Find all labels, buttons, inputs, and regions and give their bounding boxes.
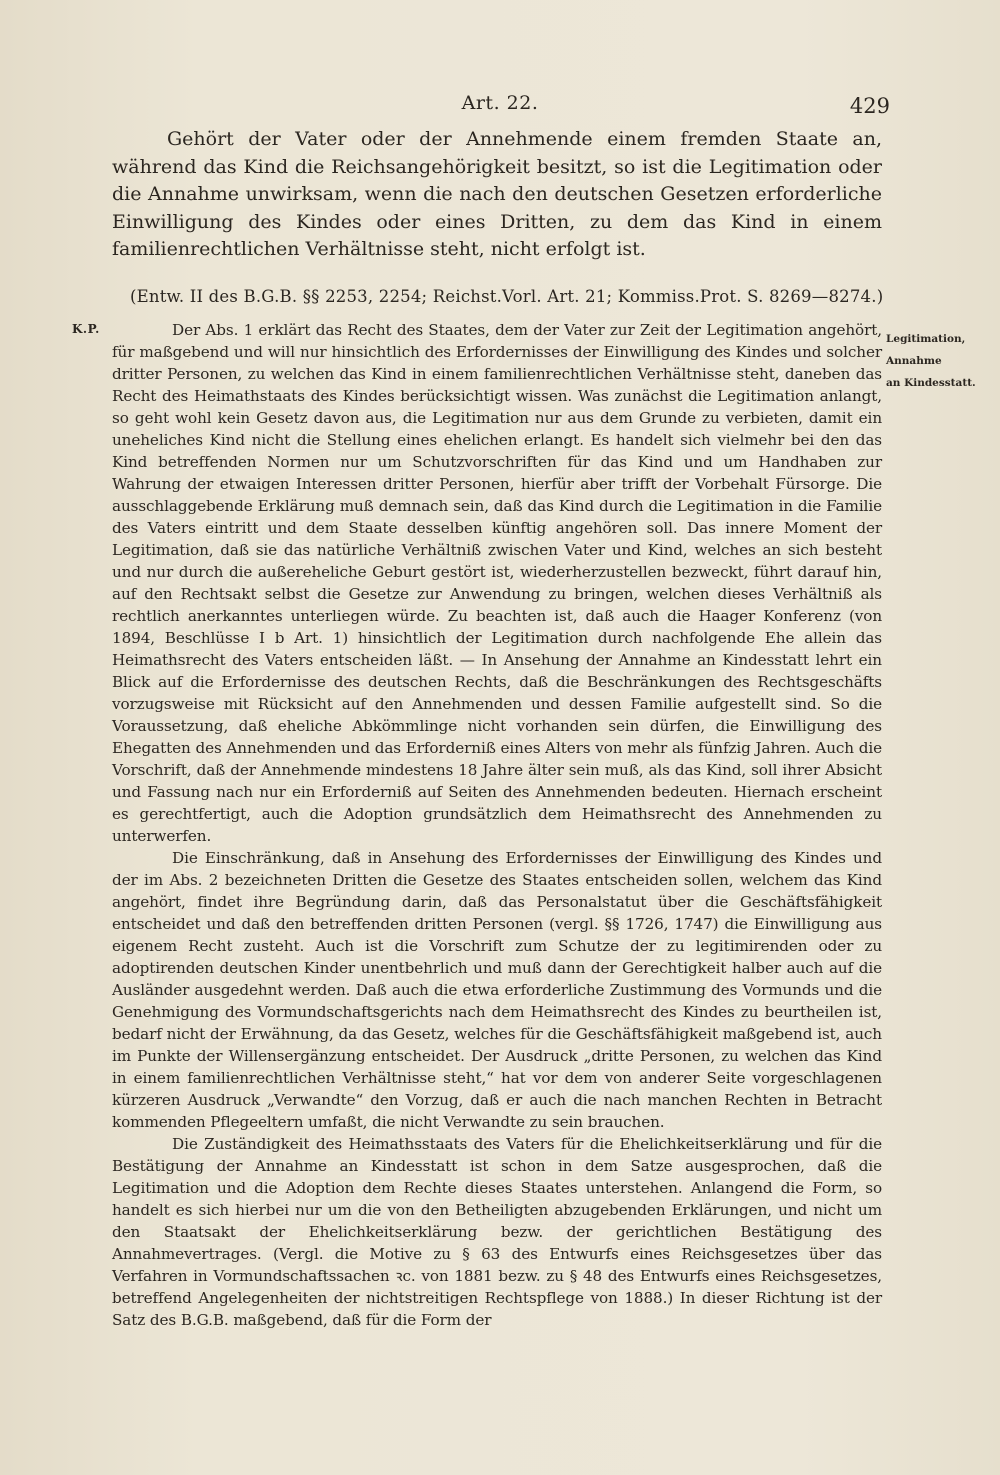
- margin-note-line: Annahme: [886, 355, 942, 367]
- statute-text: Gehört der Vater oder der Annehmende einem fremden Staate an, während das Kind die Reichsangehörigkeit besitzt, so ist die Legitimation oder die Annahme unwirksam, wenn die nach den deutschen Gesetzen erforderliche Einwilligung des Kindes oder eines Dritten, zu dem das Kind in einem familienrechtlichen Verhältnisse steht, nicht erfolgt ist.: [112, 128, 882, 261]
- running-header: Art. 22.: [461, 92, 539, 114]
- commentary-paragraph: Der Abs. 1 erklärt das Recht des Staates, dem der Vater zur Zeit der Legitimation angehört, für maßgebend und will nur hinsichtlich des Erfordernisses der Einwilligung des Kindes und solcher dritter Personen, zu welchen das Kind in einem familienrechtlichen Verhältnisse steht, daneben das Recht des Heimathstaats des Kindes berücksichtigt wissen. Was zunächst die Legitimation anlangt, so geht wohl kein Gesetz davon aus, die Legitimation nur aus dem Grunde zu verbieten, damit ein uneheliches Kind nicht die Stellung eines ehelichen erlangt. Es handelt sich vielmehr bei den das Kind betreffenden Normen nur um Schutzvorschriften für das Kind und um Handhaben zur Wahrung der etwaigen Interessen dritter Personen, hierfür aber trifft der Vorbehalt Fürsorge. Die ausschlaggebende Erklärung muß demnach sein, daß das Kind durch die Legitimation in die Familie des Vaters eintritt und dem Staate desselben künftig angehören soll. Das innere Moment der Legitimation, daß sie das natürliche Verhältniß zwischen Vater und Kind, welches an sich besteht und nur durch die außereheliche Geburt gestört ist, wiederherzustellen bezweckt, führt darauf hin, auf den Rechtsakt selbst die Gesetze zur Anwendung zu bringen, welchen dieses Verhältniß als rechtlich anerkanntes unterliegen würde. Zu beachten ist, daß auch die Haager Konferenz (von 1894, Beschlüsse I b Art. 1) hinsichtlich der Legitimation durch nachfolgende Ehe allein das Heimathsrecht des Vaters entscheiden läßt. — In Ansehung der Annahme an Kindesstatt lehrt ein Blick auf die Erfordernisse des deutschen Rechts, daß die Beschränkungen des Rechtsgeschäfts vorzugsweise mit Rücksicht auf den Annehmenden und dessen Familie aufgestellt sind. So die Voraussetzung, daß eheliche Abkömmlinge nicht vorhanden sein dürfen, die Einwilligung des Ehegatten des Annehmenden und das Erforderniß eines Alters von mehr als fünfzig Jahren. Auch die Vorschrift, daß der Annehmende mindestens 18 Jahre älter sein muß, als das Kind, soll ihrer Absicht und Fassung nach nur ein Erforderniß auf Seiten des Annehmenden bedeuten. Hiernach erscheint es gerechtfertigt, auch die Adoption grundsätzlich dem Heimathsrecht des Annehmenden zu unterwerfen.: [112, 321, 882, 845]
- commentary: [112, 319, 882, 1331]
- commentary-paragraph: Die Zuständigkeit des Heimathsstaats des Vaters für die Ehelichkeitserklärung und für die Bestätigung der Annahme an Kindesstatt ist schon in dem Satze ausgesprochen, daß die Legitimation und die Adoption dem Rechte dieses Staates unterstehen. Anlangend die Form, so handelt es sich hierbei nur um die von den Betheiligten abzugebenden Erklärungen, und nicht um den Staatsakt der Ehelichkeitserklärung bezw. der gerichtlichen Bestätigung des Annahmevertrages. (Vergl. die Motive zu § 63 des Entwurfs eines Reichsgesetzes über das Verfahren in Vormundschaftssachen ꝛc. von 1881 bezw. zu § 48 des Entwurfs eines Reichsgesetzes, betreffend Angelegenheiten der nichtstreitigen Rechtspflege von 1888.) In dieser Richtung ist der Satz des B.G.B. maßgebend, daß für die Form der: [112, 1135, 882, 1329]
- margin-note-line: an Kindesstatt.: [886, 377, 976, 389]
- commentary-paragraph: Die Einschränkung, daß in Ansehung des Erfordernisses der Einwilligung des Kindes und der im Abs. 2 bezeichneten Dritten die Gesetze des Staates entscheiden sollen, welchem das Kind angehört, findet ihre Begründung darin, daß das Personalstatut über die Geschäftsfähigkeit entscheidet und daß den betreffenden dritten Personen (vergl. §§ 1726, 1747) die Einwilligung aus eigenem Recht zusteht. Auch ist die Vorschrift zum Schutze der zu legitimirenden oder zu adoptirenden deutschen Kinder unentbehrlich und muß dann der Gerechtigkeit halber auch auf die Ausländer ausgedehnt werden. Daß auch die etwa erforderliche Zustimmung des Vormunds und die Genehmigung des Vormundschaftsgerichts nach dem Heimathsrecht des Kindes zu beurtheilen ist, bedarf nicht der Erwähnung, da das Gesetz, welches für die Geschäftsfähigkeit maßgebend ist, auch im Punkte der Willensergänzung entscheidet. Der Ausdruck „dritte Personen, zu welchen das Kind in einem familienrechtlichen Verhältnisse steht,“ hat vor dem von anderer Seite vorgeschlagenen kürzeren Ausdruck „Verwandte“ den Vorzug, daß er auch die nach manchen Rechten in Betracht kommenden Pflegeeltern umfaßt, die nicht Verwandte zu sein brauchen.: [112, 849, 882, 1131]
- page-number: 429: [849, 94, 890, 118]
- margin-note-line: Legitimation,: [886, 333, 966, 345]
- source-reference: (Entw. II des B.G.B. §§ 2253, 2254; Reichst.Vorl. Art. 21; Kommiss.Prot. S. 8269—8274.): [130, 287, 884, 306]
- margin-note: [886, 328, 986, 394]
- kp-margin-label: K.P.: [72, 322, 100, 336]
